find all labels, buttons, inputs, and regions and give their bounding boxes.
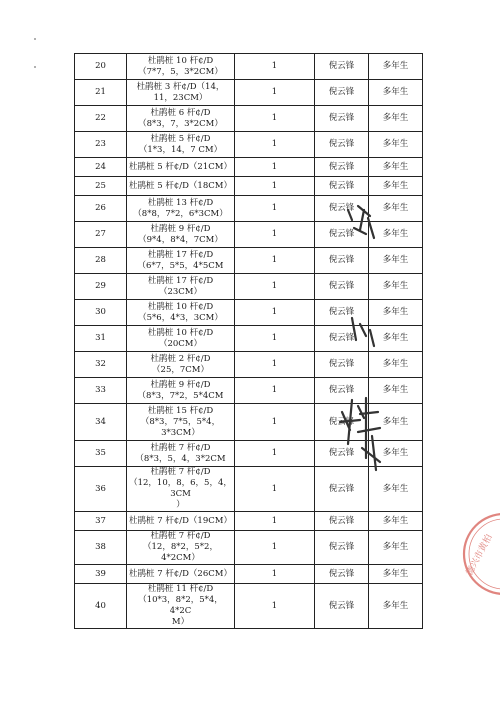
owner-name-cell: 倪云锋 [315,352,369,378]
row-number-cell: 40 [75,584,127,629]
age-cell: 多年生 [369,80,423,106]
quantity-cell: 1 [235,326,315,352]
age-cell: 多年生 [369,132,423,158]
row-number-cell: 33 [75,378,127,404]
owner-name-cell: 倪云锋 [315,196,369,222]
item-name-cell: 杜鹃桩 7 杆¢/D（26CM） [127,565,235,584]
row-number-cell: 26 [75,196,127,222]
age-cell: 多年生 [369,378,423,404]
quantity-cell: 1 [235,177,315,196]
row-number-cell: 39 [75,565,127,584]
item-name-cell: 杜鹃桩 17 杆¢/D （6*7，5*5，4*5CM [127,248,235,274]
table-row [75,274,423,300]
item-name-cell: 杜鹃桩 6 杆¢/D （8*3，7，3*2CM） [127,106,235,132]
item-name-cell: 杜鹃桩 7 杆¢/D （8*3，5，4，3*2CM [127,441,235,467]
inventory-table [74,53,423,629]
item-name-cell: 杜鹃桩 7 杆¢/D （12，10，8，6，5，4，3CM ） [127,467,235,512]
owner-name-cell: 倪云锋 [315,378,369,404]
owner-name-cell: 倪云锋 [315,565,369,584]
quantity-cell: 1 [235,512,315,531]
item-name-cell: 杜鹃桩 10 杆¢/D （20CM） [127,326,235,352]
owner-name-cell: 倪云锋 [315,300,369,326]
quantity-cell: 1 [235,248,315,274]
row-number-cell: 25 [75,177,127,196]
item-name-cell: 杜鹃桩 3 杆¢/D（14， 11，23CM） [127,80,235,106]
table-row [75,80,423,106]
item-name-cell: 杜鹃桩 17 杆¢/D （23CM） [127,274,235,300]
row-number-cell: 29 [75,274,127,300]
table-row [75,404,423,441]
item-name-cell: 杜鹃桩 13 杆¢/D （8*8，7*2，6*3CM） [127,196,235,222]
owner-name-cell: 倪云锋 [315,274,369,300]
red-seal-stamp [458,512,500,598]
quantity-cell: 1 [235,132,315,158]
row-number-cell: 37 [75,512,127,531]
row-number-cell: 30 [75,300,127,326]
age-cell: 多年生 [369,196,423,222]
table-row [75,531,423,565]
age-cell: 多年生 [369,248,423,274]
quantity-cell: 1 [235,565,315,584]
quantity-cell: 1 [235,158,315,177]
quantity-cell: 1 [235,378,315,404]
item-name-cell: 杜鹃桩 10 杆¢/D （7*7，5，3*2CM） [127,54,235,80]
age-cell: 多年生 [369,274,423,300]
row-number-cell: 34 [75,404,127,441]
row-number-cell: 38 [75,531,127,565]
row-number-cell: 21 [75,80,127,106]
age-cell: 多年生 [369,158,423,177]
quantity-cell: 1 [235,274,315,300]
quantity-cell: 1 [235,222,315,248]
age-cell: 多年生 [369,404,423,441]
item-name-cell: 杜鹃桩 2 杆¢/D （25，7CM） [127,352,235,378]
quantity-cell: 1 [235,300,315,326]
table-row [75,248,423,274]
table-row [75,177,423,196]
age-cell: 多年生 [369,584,423,629]
table-row [75,326,423,352]
owner-name-cell: 倪云锋 [315,158,369,177]
owner-name-cell: 倪云锋 [315,54,369,80]
table-row [75,467,423,512]
item-name-cell: 杜鹃桩 9 杆¢/D （8*3，7*2，5*4CM [127,378,235,404]
quantity-cell: 1 [235,196,315,222]
item-name-cell: 杜鹃桩 5 杆¢/D（21CM） [127,158,235,177]
owner-name-cell: 倪云锋 [315,177,369,196]
quantity-cell: 1 [235,80,315,106]
table-row [75,196,423,222]
owner-name-cell: 倪云锋 [315,467,369,512]
table-row [75,222,423,248]
row-number-cell: 23 [75,132,127,158]
row-number-cell: 36 [75,467,127,512]
quantity-cell: 1 [235,106,315,132]
quantity-cell: 1 [235,467,315,512]
age-cell: 多年生 [369,512,423,531]
quantity-cell: 1 [235,352,315,378]
table-row [75,54,423,80]
row-number-cell: 22 [75,106,127,132]
item-name-cell: 杜鹃桩 10 杆¢/D （5*6，4*3，3CM） [127,300,235,326]
item-name-cell: 杜鹃桩 5 杆¢/D （1*3，14，7 CM） [127,132,235,158]
svg-text:德兴市黄柏: 德兴市黄柏 [464,532,495,578]
age-cell: 多年生 [369,531,423,565]
table-row [75,158,423,177]
table-row [75,352,423,378]
quantity-cell: 1 [235,404,315,441]
owner-name-cell: 倪云锋 [315,441,369,467]
owner-name-cell: 倪云锋 [315,326,369,352]
item-name-cell: 杜鹃桩 9 杆¢/D （9*4，8*4，7CM） [127,222,235,248]
quantity-cell: 1 [235,584,315,629]
age-cell: 多年生 [369,467,423,512]
table-row [75,132,423,158]
item-name-cell: 杜鹃桩 11 杆¢/D （10*3，8*2，5*4，4*2C M） [127,584,235,629]
item-name-cell: 杜鹃桩 5 杆¢/D（18CM） [127,177,235,196]
item-name-cell: 杜鹃桩 15 杆¢/D （8*3，7*5，5*4， 3*3CM） [127,404,235,441]
table-row [75,441,423,467]
age-cell: 多年生 [369,106,423,132]
item-name-cell: 杜鹃桩 7 杆¢/D （12，8*2，5*2，4*2CM） [127,531,235,565]
owner-name-cell: 倪云锋 [315,248,369,274]
age-cell: 多年生 [369,300,423,326]
row-number-cell: 32 [75,352,127,378]
table-body [75,54,423,629]
row-number-cell: 24 [75,158,127,177]
owner-name-cell: 倪云锋 [315,132,369,158]
table-row [75,512,423,531]
quantity-cell: 1 [235,441,315,467]
age-cell: 多年生 [369,441,423,467]
table-row [75,584,423,629]
age-cell: 多年生 [369,177,423,196]
row-number-cell: 31 [75,326,127,352]
owner-name-cell: 倪云锋 [315,222,369,248]
owner-name-cell: 倪云锋 [315,531,369,565]
owner-name-cell: 倪云锋 [315,106,369,132]
table-row [75,378,423,404]
table-row [75,565,423,584]
age-cell: 多年生 [369,565,423,584]
age-cell: 多年生 [369,326,423,352]
quantity-cell: 1 [235,531,315,565]
age-cell: 多年生 [369,352,423,378]
age-cell: 多年生 [369,222,423,248]
age-cell: 多年生 [369,54,423,80]
row-number-cell: 20 [75,54,127,80]
row-number-cell: 27 [75,222,127,248]
item-name-cell: 杜鹃桩 7 杆¢/D（19CM） [127,512,235,531]
owner-name-cell: 倪云锋 [315,80,369,106]
row-number-cell: 28 [75,248,127,274]
owner-name-cell: 倪云锋 [315,512,369,531]
scan-speck [34,38,36,40]
owner-name-cell: 倪云锋 [315,584,369,629]
table-row [75,300,423,326]
row-number-cell: 35 [75,441,127,467]
owner-name-cell: 倪云锋 [315,404,369,441]
table-row [75,106,423,132]
quantity-cell: 1 [235,54,315,80]
scan-speck [34,66,36,68]
